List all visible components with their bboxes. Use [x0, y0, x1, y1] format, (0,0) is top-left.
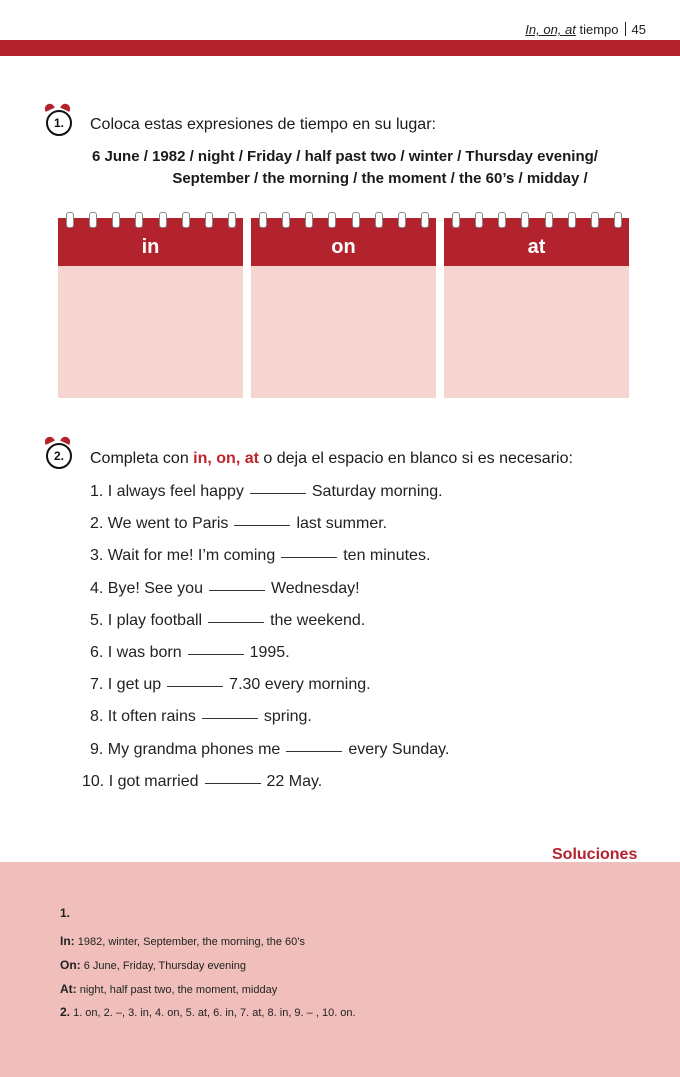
calendar-rings [452, 212, 622, 228]
solutions-heading-1 [60, 906, 70, 920]
list-item [82, 772, 449, 804]
page-number: 45 [631, 22, 646, 37]
sentence-end: ten minutes. [343, 547, 431, 565]
sentence-end: spring. [263, 708, 312, 726]
column-at [444, 218, 629, 398]
solutions-title: Soluciones [552, 846, 638, 863]
word-on: on [216, 450, 236, 467]
solution-on-label: On: [60, 958, 81, 972]
list-item [90, 579, 449, 611]
sentence-start: 10. I got married [82, 772, 199, 790]
answer-blank[interactable] [208, 621, 264, 623]
answer-blank[interactable] [205, 782, 261, 784]
sentence-start: 2. We went to Paris [90, 515, 229, 533]
word-in: in [193, 450, 208, 467]
exercise-number-2: 2. [46, 443, 72, 469]
sentence-start: 5. I play football [90, 611, 203, 629]
answer-blank[interactable] [281, 556, 337, 558]
answer-blank[interactable] [202, 717, 258, 719]
expressions-line-1: 6 June / 1982 / night / Friday / half past two / winter / Thursday evening/ [92, 148, 598, 165]
column-on [251, 218, 436, 398]
list-item [90, 740, 449, 772]
solution-at-text: night, half past two, the moment, midday [79, 984, 278, 996]
header-title-rest: tiempo [579, 22, 619, 37]
exercise-number-1: 1. [46, 110, 72, 136]
header-title-italic: In, on, at [525, 22, 576, 37]
answer-blank[interactable] [188, 653, 244, 655]
list-item [90, 643, 449, 675]
running-header [525, 22, 646, 37]
comma-1: , [207, 450, 217, 467]
sentence-start: 6. I was born [90, 643, 182, 661]
list-item [90, 707, 449, 739]
header-divider [625, 22, 626, 36]
expressions-list [60, 146, 630, 190]
solutions-num-1: 1. [60, 906, 71, 920]
answer-blank[interactable] [286, 750, 342, 752]
solutions-num-2: 2. [60, 1005, 71, 1019]
sentence-end: every Sunday. [348, 740, 450, 758]
sentence-start: 7. I get up [90, 676, 162, 694]
solution-on-text: 6 June, Friday, Thursday evening [83, 960, 246, 972]
sentence-end: last summer. [296, 515, 388, 533]
sentence-list [82, 482, 450, 804]
solution-at-label: At: [60, 982, 77, 996]
sentence-end: 1995. [249, 643, 290, 661]
instr-prefix: Completa con [90, 450, 194, 467]
calendar-rings [259, 212, 429, 228]
solution-in-label: In: [60, 934, 75, 948]
column-in [58, 218, 243, 398]
sentence-end: 22 May. [266, 772, 323, 790]
solution-in [60, 934, 305, 948]
solution-on [60, 958, 246, 972]
answer-blank[interactable] [209, 589, 265, 591]
expressions-line-2: September / the morning / the moment / the 60’s / midday / [172, 170, 588, 187]
calendar-rings [66, 212, 236, 228]
list-item [90, 482, 449, 514]
alarm-clock-icon [44, 437, 74, 467]
sentence-end: 7.30 every morning. [229, 676, 371, 694]
sentence-start: 3. Wait for me! I’m coming [90, 547, 276, 565]
comma-2: , [235, 450, 245, 467]
alarm-clock-icon [44, 104, 74, 134]
solution-ex2 [60, 1005, 356, 1019]
list-item [90, 546, 449, 578]
answer-blank[interactable] [250, 492, 306, 494]
sentence-start: 8. It often rains [90, 708, 196, 726]
list-item [90, 675, 449, 707]
exercise1-instruction: Coloca estas expresiones de tiempo en su lugar: [90, 116, 436, 133]
column-header-on: on [251, 218, 436, 266]
solution-ex2-text: 1. on, 2. –, 3. in, 4. on, 5. at, 6. in, 7. at, 8. in, 9. – , 10. on. [73, 1007, 356, 1019]
sentence-end: the weekend. [270, 611, 366, 629]
sentence-end: Wednesday! [270, 579, 360, 597]
instr-suffix: o deja el espacio en blanco si es necesario: [258, 450, 573, 467]
solution-in-text: 1982, winter, September, the morning, the 60’s [77, 936, 306, 948]
column-header-in: in [58, 218, 243, 266]
column-header-at: at [444, 218, 629, 266]
sentence-end: Saturday morning. [311, 483, 443, 500]
top-color-band [0, 40, 680, 56]
list-item [90, 611, 449, 643]
answer-blank[interactable] [234, 524, 290, 526]
answer-blank[interactable] [167, 685, 223, 687]
sentence-start: 1. I always feel happy [90, 483, 244, 500]
word-at: at [244, 450, 259, 467]
list-item [90, 514, 449, 546]
exercise2-instruction [90, 450, 573, 468]
sentence-start: 9. My grandma phones me [90, 740, 281, 758]
solution-at [60, 982, 277, 996]
sentence-start: 4. Bye! See you [90, 579, 203, 597]
